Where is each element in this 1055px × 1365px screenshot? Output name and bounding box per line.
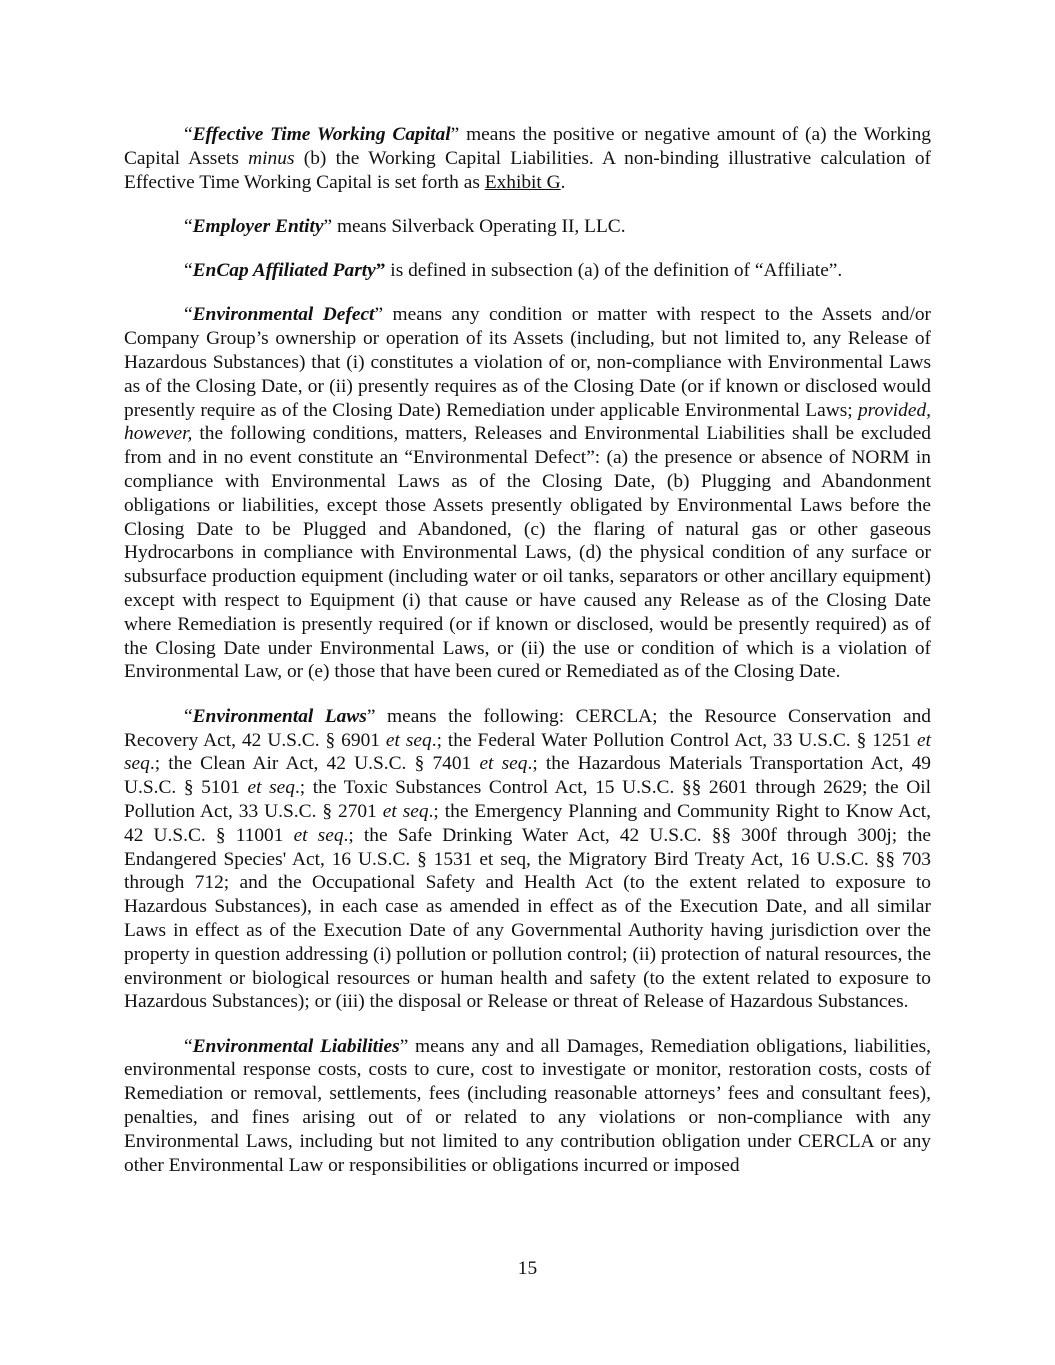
definition-text: minus — [248, 147, 295, 169]
document-body — [124, 123, 931, 1198]
definition-text: et seq — [479, 753, 528, 775]
defined-term: Environmental Liabilities — [192, 1035, 400, 1057]
definition-text: provided, however, — [124, 399, 931, 445]
definition-environmental-defect: “Environmental Defect” means any condition or matter with respect to the Assets and/or Company Group’s ownership or operation of its Assets (including, but not limited to, any Release of Hazardous Substances) that (i) constitutes a violation of or, non-compliance with Environmental Laws as of the Closing Date, or (ii) presently requires as of the Closing Date (or if known or disclosed would presently require as of the Closing Date) Remediation under applicable Environmental Laws; provided, however, the following conditions, matters, Releases and Environmental Liabilities shall be excluded from and in no event constitute an “Environmental Defect”: (a) the presence or absence of NORM in compliance with Environmental Laws as of the Closing Date, (b) Plugging and Abandonment obligations or liabilities, except those Assets presently obligated by Environmental Laws before the Closing Date to be Plugged and Abandoned, (c) the flaring of natural gas or other gaseous Hydrocarbons in compliance with Environmental Laws, (d) the physical condition of any surface or subsurface production equipment (including water or oil tanks, separators or other ancillary equipment) except with respect to Equipment (i) that cause or have caused any Release as of the Closing Date where Remediation is presently required (or if known or disclosed, would be presently required) as of the Closing Date under Environmental Laws, or (ii) the use or condition of which is a violation of Environmental Law, or (e) those that have been cured or Remediated as of the Closing Date. — [124, 304, 931, 683]
definition-text: ” means Silverback Operating II, LLC. — [323, 215, 626, 237]
exhibit-reference: Exhibit G — [484, 171, 561, 193]
definition-text: ” means the following: CERCLA; the Resource Conservation and Recovery Act, 42 U.S.C. § 6901 — [124, 705, 931, 751]
definition-text: .; the Emergency Planning and Community Right to Know Act, 42 U.S.C. § 11001 — [124, 800, 931, 846]
defined-term: Environmental Defect — [192, 304, 375, 326]
definition-text: .; the Hazardous Materials Transportation Act, 49 U.S.C. § 5101 — [124, 753, 931, 799]
defined-term: EnCap Affiliated Party — [192, 260, 376, 282]
definition-text: . — [560, 171, 566, 193]
defined-term: Employer Entity — [192, 215, 324, 237]
definition-text: ” means any and all Damages, Remediation obligations, liabilities, environmental response costs, costs to cure, cost to investigate or monitor, restoration costs, costs of Remediation or removal, settlements, fees (including reasonable attorneys’ fees and consultant fees), penalties, and fines arising out of or related to any violations or non-compliance with any Environmental Laws, including but not limited to any contribution obligation under CERCLA or any other Environmental Law or responsibilities or obligations incurred or imposed — [124, 1035, 931, 1176]
definition-encap-affiliated-party: “EnCap Affiliated Party” is defined in subsection (a) of the definition of “Affiliate”. — [184, 260, 843, 282]
definition-text: (b) the Working Capital Liabilities. A non-binding illustrative calculation of Effective Time Working Capital is set forth as — [124, 147, 931, 193]
definition-text: et seq — [385, 729, 432, 751]
definition-environmental-laws: “Environmental Laws” means the following: CERCLA; the Resource Conservation and Recovery Act, 42 U.S.C. § 6901 et seq.; the Federal Water Pollution Control Act, 33 U.S.C. § 1251 et seq.; the Clean Air Act, 42 U.S.C. § 7401 et seq.; the Hazardous Materials Transportation Act, 49 U.S.C. § 5101 et seq.; the Toxic Substances Control Act, 15 U.S.C. §§ 2601 through 2629; the Oil Pollution Act, 33 U.S.C. § 2701 et seq.; the Emergency Planning and Community Right to Know Act, 42 U.S.C. § 11001 et seq.; the Safe Drinking Water Act, 42 U.S.C. §§ 300f through 300j; the Endangered Species' Act, 16 U.S.C. § 1531 et seq, the Migratory Bird Treaty Act, 16 U.S.C. §§ 703 through 712; and the Occupational Safety and Health Act (to the extent related to exposure to Hazardous Substances), in each case as amended in effect as of the Execution Date, and all similar Laws in effect as of the Execution Date of any Governmental Authority having jurisdiction over the property in question addressing (i) pollution or pollution control; (ii) protection of natural resources, the environment or biological resources or human health and safety (to the extent related to exposure to Hazardous Substances); or (iii) the disposal or Release or threat of Release of Hazardous Substances. — [124, 705, 932, 1013]
definition-environmental-liabilities: “Environmental Liabilities” means any and all Damages, Remediation obligations, liabilities, environmental response costs, costs to cure, cost to investigate or monitor, restoration costs, costs of Remediation or removal, settlements, fees (including reasonable attorneys’ fees and consultant fees), penalties, and fines arising out of or related to any violations or non-compliance with any Environmental Laws, including but not limited to any contribution obligation under CERCLA or any other Environmental Law or responsibilities or obligations incurred or imposed — [124, 1035, 931, 1176]
definition-text: ” means any condition or matter with respect to the Assets and/or Company Group’s ownership or operation of its Assets (including, but not limited to, any Release of Hazardous Substances) that (i) constitutes a violation of or, non-compliance with Environmental Laws as of the Closing Date, or (ii) presently requires as of the Closing Date (or if known or disclosed would presently require as of the Closing Date) Remediation under applicable Environmental Laws; — [124, 304, 931, 421]
page-number: 15 — [517, 1258, 538, 1279]
definition-text: .; the Clean Air Act, 42 U.S.C. § 7401 — [149, 753, 480, 775]
definition-text: et seq — [247, 777, 295, 799]
definition-text: the following conditions, matters, Releases and Environmental Liabilities shall be excluded from and in no event constitute an “Environmental Defect”: (a) the presence or absence of NORM in compliance with Environmental Laws as of the Closing Date, (b) Plugging and Abandonment obligations or liabilities, except those Assets presently obligated by Environmental Laws before the Closing Date to be Plugged and Abandoned, (c) the flaring of natural gas or other gaseous Hydrocarbons in compliance with Environmental Laws, (d) the physical condition of any surface or subsurface production equipment (including water or oil tanks, separators or other ancillary equipment) except with respect to Equipment (i) that cause or have caused any Release as of the Closing Date where Remediation is presently required (or if known or disclosed, would be presently required) as of the Closing Date under Environmental Laws, or (ii) the use or condition of which is a violation of Environmental Law, or (e) those that have been cured or Remediated as of the Closing Date. — [124, 423, 931, 683]
definition-text: ” means the positive or negative amount of (a) the Working Capital Assets — [124, 124, 931, 169]
definition-text: et seq — [124, 729, 931, 775]
defined-term: Effective Time Working Capital — [192, 124, 451, 145]
definition-employer-entity: “Employer Entity” means Silverback Operating II, LLC. — [184, 215, 626, 237]
definition-text: .; the Toxic Substances Control Act, 15 U.S.C. §§ 2601 through 2629; the Oil Pollution Act, 33 U.S.C. § 2701 — [124, 777, 931, 822]
definition-text: et seq — [382, 800, 429, 822]
definition-text: .; the Federal Water Pollution Control Act, 33 U.S.C. § 1251 — [431, 729, 917, 751]
definition-text: is defined in subsection (a) of the definition of “Affiliate”. — [385, 260, 843, 282]
definition-text: .; the Safe Drinking Water Act, 42 U.S.C. §§ 300f through 300j; the Endangered Species' Act, 16 U.S.C. § 1531 et seq, the Migratory Bird Treaty Act, 16 U.S.C. §§ 703 through 712; and the Occupational Safety and Health Act (to the extent related to exposure to Hazardous Substances), in each case as amended in effect as of the Execution Date, and all similar Laws in effect as of the Execution Date of any Governmental Authority having jurisdiction over the property in question addressing (i) pollution or pollution control; (ii) protection of natural resources, the environment or biological resources or human health and safety (to the extent related to exposure to Hazardous Substances); or (iii) the disposal or Release or threat of Release of Hazardous Substances. — [124, 824, 932, 1013]
definition-effective-time-working-capital: “Effective Time Working Capital” means the positive or negative amount of (a) the Working Capital Assets minus (b) the Working Capital Liabilities. A non-binding illustrative calculation of Effective Time Working Capital is set forth as Exhibit G. — [124, 124, 931, 193]
definition-text: ” — [375, 260, 386, 282]
defined-term: Environmental Laws — [192, 705, 367, 727]
definition-text: et seq — [293, 824, 344, 846]
